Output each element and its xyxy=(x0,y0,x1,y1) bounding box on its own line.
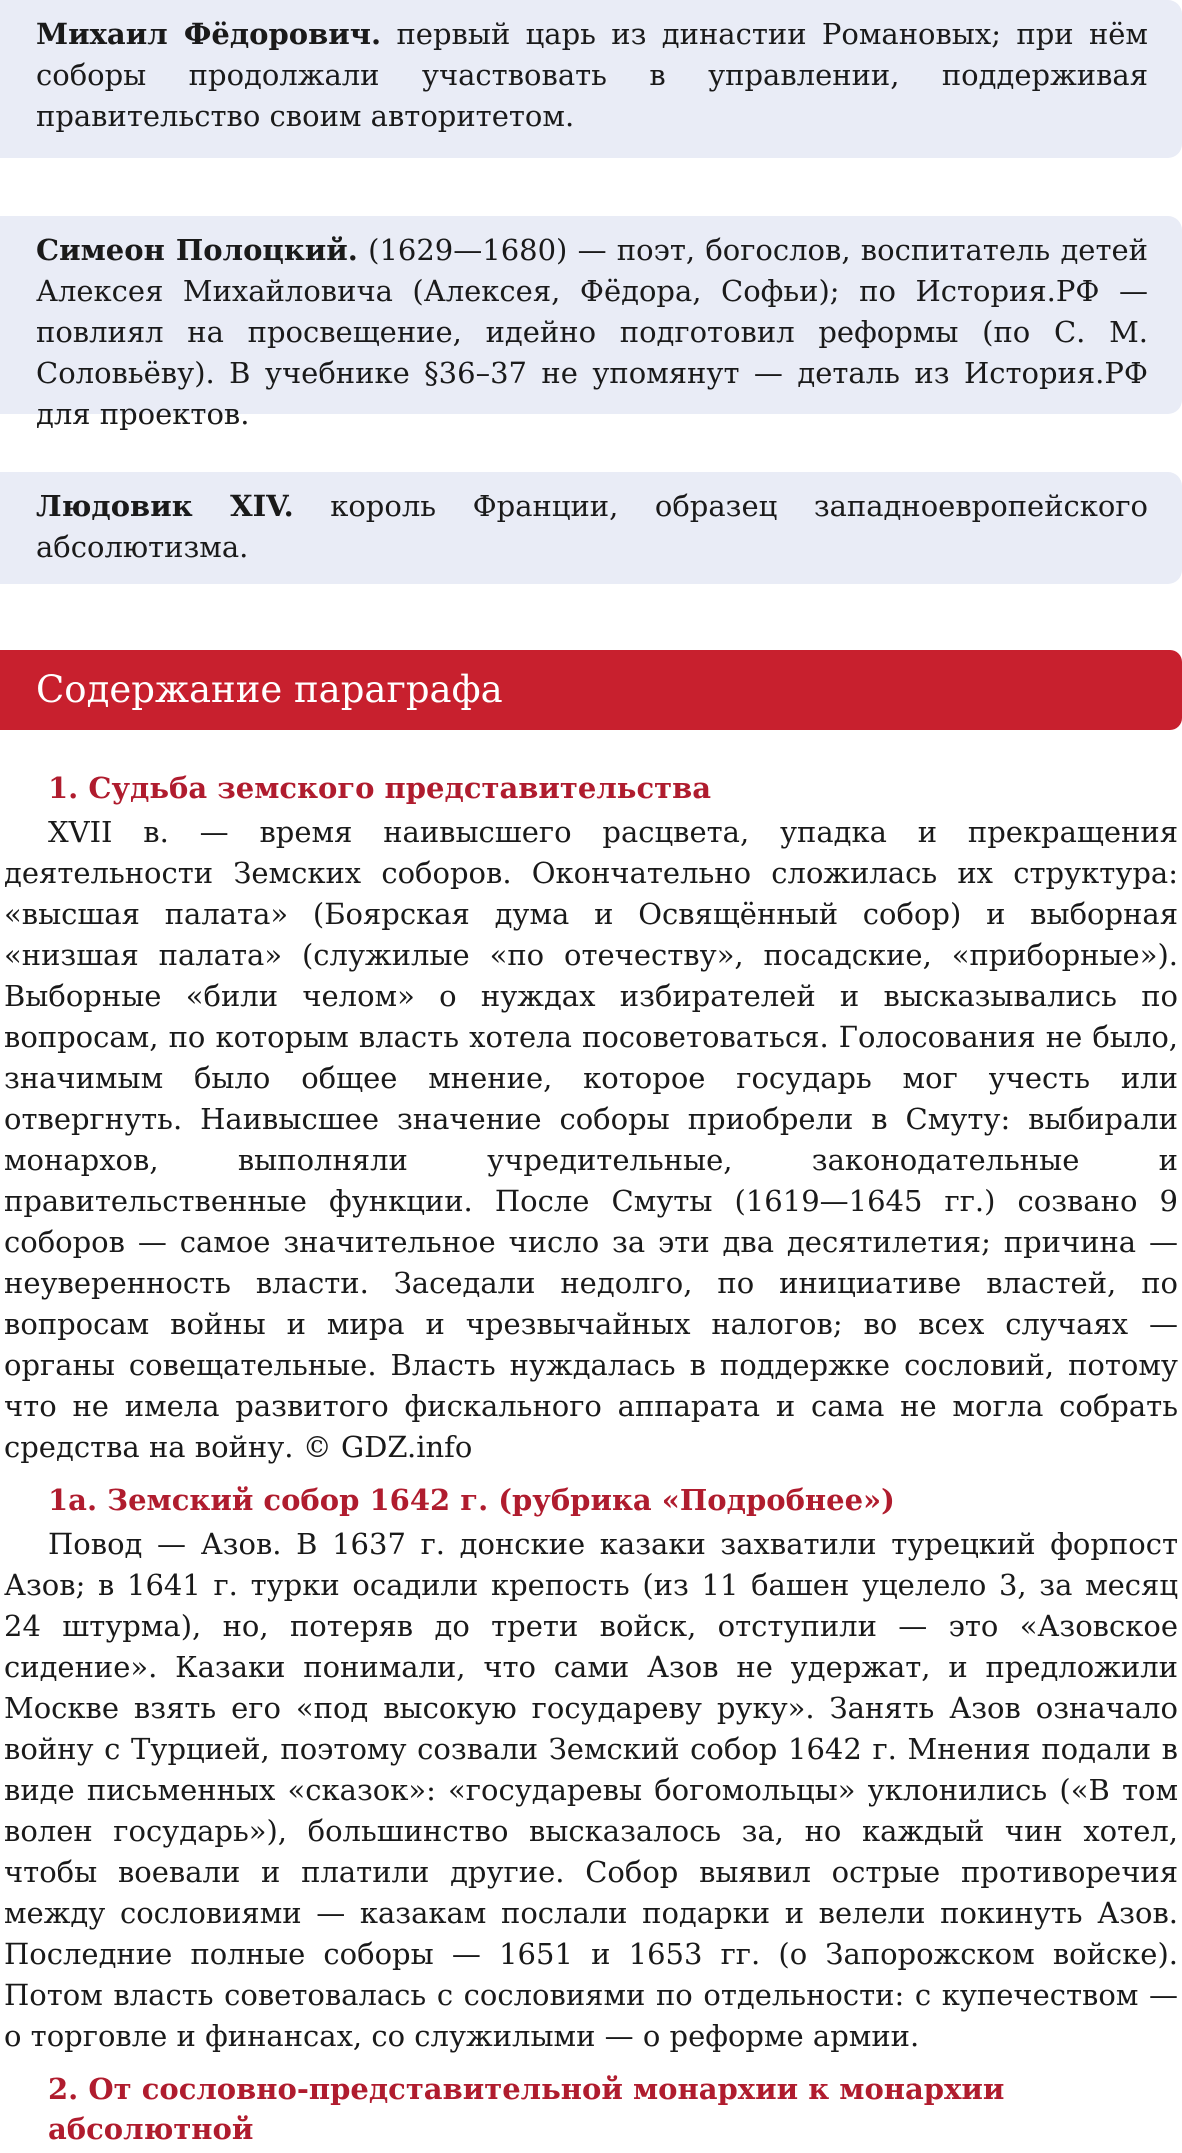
section-banner xyxy=(0,650,1182,730)
subheading-absolute-monarchy: 2. От сословно-представительной монархии к монархии абсолютной xyxy=(48,2072,1005,2146)
paragraph-text xyxy=(4,1524,1178,2057)
term-definition: король Франции, образец западноевропейского абсолютизма. xyxy=(36,489,1148,564)
paragraph-content xyxy=(0,768,1182,2153)
subheading-sobor-1642: 1а. Земский собор 1642 г. (рубрика «Подробнее») xyxy=(48,1483,895,1517)
paragraph-body: Повод — Азов. В 1637 г. донские казаки захватили турецкий форпост Азов; в 1641 г. турки осадили крепость (из 11 башен уцелело 3, за месяц 24 штурма), но, потеряв до трети войск, отступили — это «Азовское сидение». Казаки понимали, что сами Азов не удержат, и предложили Москве взять его «под высокую государеву руку». Занять Азов означало войну с Турцией, поэтому созвали Земский собор 1642 г. Мнения подали в виде письменных «сказок»: «государевы богомольцы» уклонились («В том волен государь»), большинство высказалось за, но каждый чин хотел, чтобы воевали и платили другие. Собор выявил острые противоречия между сословиями — казакам послали подарки и велели покинуть Азов. Последние полные соборы — 1651 и 1653 гг. (о Запорожском войске). Потом власть советовалась с сословиями по отдельности: с купечеством — о торговле и финансах, со служилыми — о реформе армии. xyxy=(4,1527,1178,2053)
paragraph-text xyxy=(4,812,1178,1468)
term-name: Людовик XIV. xyxy=(36,489,294,523)
subheading-zemsky-representation: 1. Судьба земского представительства xyxy=(48,771,712,805)
section-title: Содержание параграфа xyxy=(36,668,503,711)
term-definition: первый царь из династии Романовых; при нём соборы продолжали участвовать в управлении, поддерживая правительство своим авторитетом. xyxy=(36,17,1148,133)
term-card-simeon xyxy=(0,216,1182,431)
term-name: Симеон Полоцкий. xyxy=(36,233,358,267)
term-name: Михаил Фёдорович. xyxy=(36,17,382,51)
term-card-mikhail xyxy=(0,0,1182,158)
copyright-mark: © GDZ.info xyxy=(302,1430,473,1464)
term-card-louis xyxy=(0,472,1182,584)
paragraph-body: XVII в. — время наивысшего расцвета, упадка и прекращения деятельности Земских соборов. Окончательно сложилась их структура: «высшая палата» (Боярская дума и Освящённый собор) и выборная «низшая палата» (служилые «по отечеству», посадские, «приборные»). Выборные «били челом» о нуждах избирателей и высказывались по вопросам, по которым власть хотела посоветоваться. Голосования не было, значимым было общее мнение, которое государь мог учесть или отвергнуть. Наивысшее значение соборы приобрели в Смуту: выбирали монархов, выполняли учредительные, законодательные и правительственные функции. После Смуты (1619—1645 гг.) созвано 9 соборов — самое значительное число за эти два десятилетия; причина — неуверенность власти. Заседали недолго, по инициативе властей, по вопросам войны и мира и чрезвычайных налогов; во всех случаях — органы совещательные. Власть нуждалась в поддержке сословий, потому что не имела развитого фискального аппарата и сама не могла собрать средства на войну. xyxy=(4,815,1178,1464)
term-definition: (1629—1680) — поэт, богослов, воспитатель детей Алексея Михайловича (Алексея, Фёдора, Софьи); по История.РФ — повлиял на просвещение, идейно подготовил реформы (по С. М. Соловьёву). В учебнике §36–37 не упомянут — деталь из История.РФ для проектов. xyxy=(36,233,1148,431)
